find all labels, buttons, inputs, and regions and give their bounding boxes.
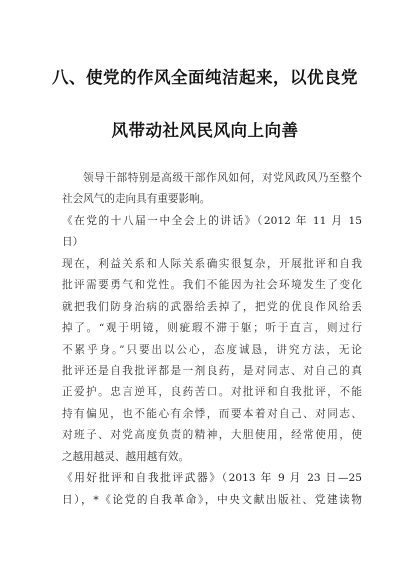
paragraph-line: 领导干部特别是高级干部作风如何，对党风政风乃至整个 [83, 172, 362, 184]
document-title-line-1: 八、使党的作风全面纯洁起来，以优良党 [52, 68, 358, 87]
paragraph-line: 持有偏见，也不能心有余悸，而要本着对自己、对同志、 [62, 407, 362, 420]
citation-line: 《在党的十八届一中全会上的讲话》（2012 年 11 月 15 [62, 214, 362, 227]
citation-line: 日） [62, 236, 84, 249]
paragraph-line: 正爱护。忠言逆耳，良药苦口。对批评和自我批评，不能 [62, 386, 362, 399]
document-title-line-2: 风带动社风民风向上向善 [111, 121, 299, 140]
document-body [62, 168, 362, 511]
paragraph-line: 社会风气的走向具有重要影响。 [62, 193, 211, 206]
citation-line: 日），*《论党的自我革命》，中央文献出版社、党建读物 [62, 493, 362, 506]
paragraph-line: 现在，利益关系和人际关系确实很复杂，开展批评和自我 [62, 257, 362, 270]
paragraph-line: 批评需要勇气和党性。我们不能因为社会环境发生了变化 [62, 279, 362, 292]
paragraph-line: 对班子、对党高度负责的精神，大胆使用，经常使用，使 [62, 429, 362, 442]
paragraph-line: 不累乎身。”只要出以公心，态度诚恳，讲究方法，无论 [62, 343, 362, 356]
paragraph-line: 之越用越灵、越用越有效。 [62, 450, 190, 463]
citation-line: 《用好批评和自我批评武器》（2013 年 9 月 23 日—25 [62, 472, 362, 485]
paragraph-line: 就把我们防身治病的武器给丢掉了，把党的优良作风给丢 [62, 300, 362, 313]
paragraph-line: 掉了。“观于明镜，则疵瑕不滞于躯；听于直言，则过行 [62, 322, 362, 335]
paragraph-line: 批评还是自我批评都是一剂良药，是对同志、对自己的真 [62, 364, 362, 377]
